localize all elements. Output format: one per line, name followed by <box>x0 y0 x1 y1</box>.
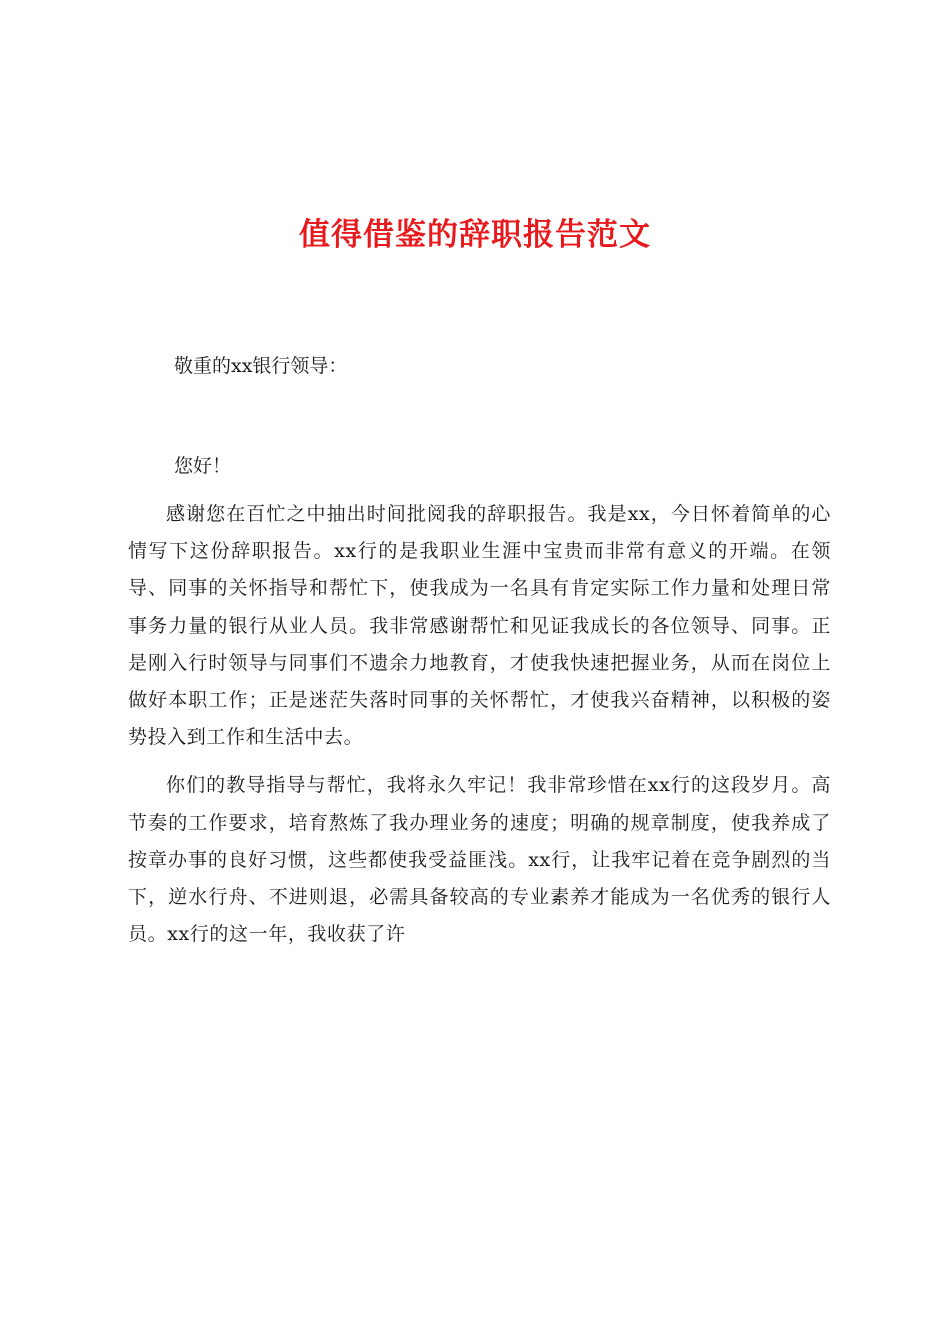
paragraph-1: 感谢您在百忙之中抽出时间批阅我的辞职报告。我是xx，今日怀着简单的心情写下这份辞职报告。xx行的是我职业生涯中宝贵而非常有意义的开端。在领导、同事的关怀指导和帮忙下，使我成为一名具有肯定实际工作力量和处理日常事务力量的银行从业人员。我非常感谢帮忙和见证我成长的各位领导、同事。正是刚入行时领导与同事们不遗余力地教育，才使我快速把握业务，从而在岗位上做好本职工作；正是迷茫失落时同事的关怀帮忙，才使我兴奋精神，以积极的姿势投入到工作和生活中去。 <box>128 503 831 749</box>
greeting: 您好！ <box>174 455 232 477</box>
document-body <box>128 496 831 953</box>
document-title: 值得借鉴的辞职报告范文 <box>299 217 651 253</box>
paragraph-2: 你们的教导指导与帮忙，我将永久牢记！我非常珍惜在xx行的这段岁月。高节奏的工作要求，培育熬炼了我办理业务的速度；明确的规章制度，使我养成了按章办事的良好习惯，这些都使我受益匪浅。xx行，让我牢记着在竞争剧烈的当下，逆水行舟、不进则退，必需具备较高的专业素养才能成为一名优秀的银行人员。xx行的这一年，我收获了许 <box>128 774 831 946</box>
salutation: 敬重的xx银行领导： <box>174 355 348 377</box>
